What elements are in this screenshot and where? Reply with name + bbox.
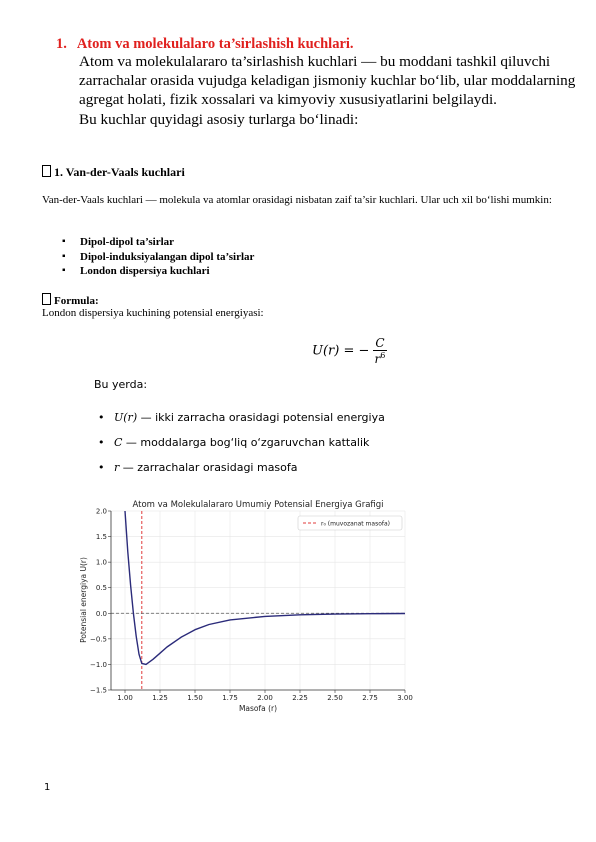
- equation-lhs: U(r) = −: [312, 343, 370, 359]
- definition-text: — ikki zarracha orasidagi potensial energiya: [137, 411, 385, 424]
- subsection-title-text: 1. Van-der-Vaals kuchlari: [54, 165, 185, 179]
- x-tick-label: 2.25: [292, 694, 308, 702]
- formula-subtitle: London dispersiya kuchining potensial energiyasi:: [42, 307, 264, 319]
- reference-lines: [111, 511, 405, 690]
- y-tick-label: 2.0: [95, 507, 107, 516]
- definition-symbol: U(r): [114, 411, 138, 424]
- subsection-title: [42, 165, 185, 180]
- box-icon: [42, 165, 51, 177]
- denominator-base: r: [374, 352, 381, 366]
- definition-item: [98, 455, 385, 480]
- y-tick-label: −1.5: [90, 686, 107, 695]
- y-tick-label: 0.5: [95, 584, 107, 593]
- chart-title: Atom va Molekulalararo Umumiy Potensial Energiya Grafigi: [132, 500, 384, 510]
- equation-fraction: [373, 336, 386, 366]
- y-tick-label: −1.0: [90, 660, 107, 669]
- y-axis-label: Potensial energiya U(r): [79, 557, 88, 643]
- list-item: ▪ Dipol-dipol ta’sirlar: [62, 235, 254, 250]
- x-tick-label: 3.00: [397, 694, 413, 702]
- heading-title: Atom va molekulalaro ta’sirlashish kuchlari.: [76, 36, 354, 52]
- definition-symbol: C: [114, 436, 123, 449]
- denominator-exponent: 6: [380, 351, 386, 360]
- definition-item: [98, 430, 385, 455]
- list-item: ▪ London dispersiya kuchlari: [62, 264, 254, 279]
- where-label: Bu yerda:: [94, 378, 148, 391]
- equation-denominator: [373, 351, 386, 366]
- definitions-list: [98, 405, 385, 480]
- definition-text: — moddalarga bog‘liq o‘zgaruvchan kattalik: [122, 436, 370, 449]
- definition-symbol: r: [114, 461, 120, 474]
- potential-energy-chart: [78, 496, 423, 718]
- heading-number: 1.: [56, 36, 67, 52]
- definition-text: — zarrachalar orasidagi masofa: [119, 461, 298, 474]
- potential-equation: [312, 336, 387, 366]
- y-tick-label: 0.0: [95, 609, 107, 618]
- intro-block: [79, 52, 584, 129]
- x-tick-label: 1.25: [152, 694, 168, 702]
- equation-numerator: C: [375, 336, 385, 350]
- vdw-description: Van-der-Vaals kuchlari — molekula va atomlar orasidagi nisbatan zaif ta’sir kuchlari. Ular uch xil bo‘lishi mumkin:: [42, 194, 552, 206]
- x-tick-label: 1.00: [117, 694, 133, 702]
- definition-item: [98, 405, 385, 430]
- intro-paragraph-2: Bu kuchlar quyidagi asosiy turlarga bo‘linadi:: [79, 110, 359, 128]
- x-tick-label: 2.75: [362, 694, 378, 702]
- section-heading: [56, 36, 354, 53]
- x-tick-label: 1.75: [222, 694, 238, 702]
- x-tick-label: 2.50: [327, 694, 343, 702]
- formula-title-text: Formula:: [54, 295, 99, 307]
- x-tick-label: 1.50: [187, 694, 203, 702]
- chart-grid: [111, 511, 405, 690]
- y-tick-label: −0.5: [90, 635, 107, 644]
- box-icon: [42, 293, 51, 305]
- page-number: 1: [44, 782, 51, 793]
- force-types-list: [62, 235, 254, 279]
- y-tick-label: 1.5: [95, 533, 107, 542]
- intro-paragraph: Atom va molekulalararo ta’sirlashish kuchlari — bu moddani tashkil qiluvchi zarrachalar orasida vujudga keladigan jismoniy kuchlar bo‘lib, ular moddalarning agregat holati, fizik xossalari va kimyoviy xususiyatlarini belgilaydi.: [79, 53, 576, 109]
- chart-legend: [298, 516, 402, 530]
- x-tick-label: 2.00: [257, 694, 273, 702]
- x-axis-label: Masofa (r): [238, 704, 278, 713]
- legend-label: r₀ (muvozanat masofa): [321, 520, 391, 528]
- list-item: ▪ Dipol-induksiyalangan dipol ta’sirlar: [62, 250, 254, 265]
- formula-title: [42, 293, 99, 307]
- y-tick-label: 1.0: [95, 558, 107, 567]
